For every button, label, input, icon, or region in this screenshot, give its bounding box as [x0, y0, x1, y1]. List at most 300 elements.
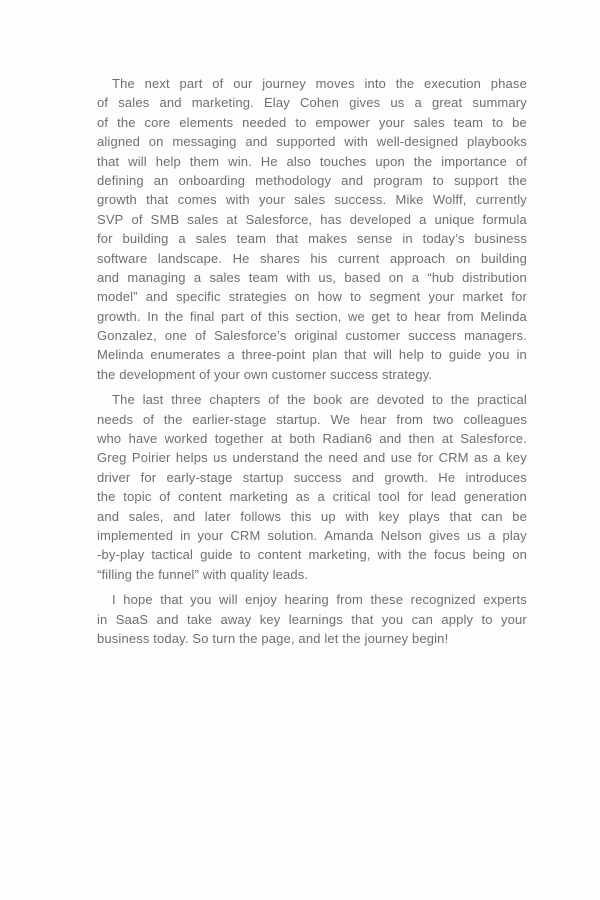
word: Radian6 — [322, 431, 372, 447]
word: that — [160, 592, 183, 608]
word: SMB — [150, 211, 180, 227]
word: enumerates — [150, 347, 221, 363]
word: three-point — [241, 347, 306, 363]
word: team — [248, 269, 279, 285]
word: the — [304, 450, 323, 466]
word: us — [390, 95, 405, 111]
word: next — [144, 76, 170, 91]
word: a — [414, 95, 422, 111]
word: touches — [319, 153, 367, 169]
word: three — [171, 392, 202, 408]
word: Greg — [97, 450, 127, 466]
word: have — [128, 431, 158, 447]
word: content — [178, 489, 222, 505]
word: marketing. — [191, 95, 254, 111]
word: messaging — [172, 134, 237, 150]
text-line — [97, 545, 527, 564]
word: your — [428, 289, 455, 305]
word: tool — [378, 489, 400, 505]
word: the — [163, 411, 183, 427]
word: importance — [441, 153, 507, 169]
word: for — [140, 469, 157, 485]
word: sales, — [128, 508, 164, 524]
word: team — [453, 114, 484, 130]
word: based — [344, 269, 381, 285]
word: you — [488, 347, 510, 363]
word: managers. — [464, 328, 527, 344]
word: helps — [175, 450, 208, 466]
word: with — [345, 508, 370, 524]
word: are — [349, 392, 370, 408]
word: use — [390, 450, 413, 466]
word: to — [350, 289, 362, 305]
word: of — [515, 153, 527, 169]
word: hope — [123, 592, 153, 608]
word: that — [97, 153, 120, 169]
word: be — [512, 114, 527, 130]
word: guide — [448, 347, 482, 363]
word: success — [408, 328, 457, 344]
word: developed — [349, 211, 412, 227]
word: this — [290, 508, 312, 524]
word: the — [508, 172, 527, 188]
word: both — [289, 431, 316, 447]
word: an — [153, 172, 169, 188]
word: the — [395, 76, 415, 91]
word: from — [336, 592, 364, 608]
word: strategies — [228, 289, 287, 305]
word: in — [516, 347, 527, 363]
word: plan — [312, 347, 338, 363]
word: hear — [414, 308, 441, 324]
word: tactical — [151, 547, 194, 563]
word: the — [97, 489, 116, 505]
word: core — [144, 114, 171, 130]
word: and — [173, 508, 196, 524]
word: with — [344, 134, 368, 150]
word: this — [268, 308, 289, 324]
word: Cohen — [299, 95, 340, 111]
word: that — [275, 231, 299, 247]
word: defining — [97, 172, 144, 188]
word: help — [155, 153, 181, 169]
word: I — [112, 592, 116, 608]
word: worked — [164, 431, 208, 447]
text-line — [97, 132, 527, 151]
word: He — [438, 469, 456, 485]
word: Elay — [263, 95, 290, 111]
word: SaaS — [115, 611, 149, 627]
word: us — [467, 527, 482, 543]
word: support — [453, 172, 499, 188]
text-line — [97, 507, 527, 526]
word: early-stage — [166, 469, 233, 485]
word: will — [219, 592, 238, 608]
word: guide — [200, 547, 233, 563]
word: part — [179, 76, 203, 91]
word: to — [492, 114, 504, 130]
word: and — [97, 269, 120, 285]
word: journey — [262, 76, 306, 91]
word: Gonzalez, — [97, 328, 157, 344]
word: also — [286, 153, 311, 169]
text-line: “filling the funnel” with quality leads. — [97, 566, 309, 582]
text-line — [97, 390, 527, 409]
word: will — [373, 347, 393, 363]
word: -by-play — [97, 547, 145, 563]
word: makes — [308, 231, 348, 247]
word: solution. — [267, 527, 318, 543]
word: in — [180, 527, 191, 543]
text-line — [97, 113, 527, 132]
word: recognized — [410, 592, 476, 608]
word: to — [431, 392, 444, 408]
word: onboarding — [178, 172, 246, 188]
word: colleagues — [463, 411, 527, 427]
text-column — [97, 74, 527, 654]
word: sales — [187, 211, 219, 227]
word: a — [227, 347, 235, 363]
word: key — [506, 450, 527, 466]
paragraph — [97, 390, 527, 584]
word: you — [190, 592, 212, 608]
word: and — [145, 289, 168, 305]
word: market — [462, 289, 504, 305]
word: us — [213, 450, 228, 466]
word: plays — [408, 508, 440, 524]
word: software — [97, 250, 148, 266]
text-line — [97, 268, 527, 287]
word: lead — [431, 489, 457, 505]
word: that — [351, 611, 374, 627]
word: to — [481, 611, 493, 627]
word: great — [431, 95, 463, 111]
word: building — [122, 231, 169, 247]
word: the — [117, 114, 136, 130]
word: key — [378, 508, 400, 524]
word: SVP — [97, 211, 124, 227]
text-line — [97, 345, 527, 364]
word: a — [488, 527, 496, 543]
word: book — [313, 392, 343, 408]
word: gives — [349, 95, 381, 111]
word: critical — [332, 489, 371, 505]
word: being — [472, 547, 506, 563]
word: how — [317, 289, 342, 305]
word: a — [493, 450, 501, 466]
word: and — [363, 450, 386, 466]
word: content — [257, 547, 302, 563]
word: Mike — [395, 192, 424, 208]
text-line: the development of your own customer success strategy. — [97, 366, 433, 382]
word: elements — [179, 114, 234, 130]
word: to — [430, 347, 443, 363]
word: need — [328, 450, 358, 466]
word: “hub — [427, 269, 454, 285]
word: then — [408, 431, 435, 447]
word: the — [450, 392, 470, 408]
word: driver — [97, 469, 131, 485]
word: the — [164, 308, 184, 324]
word: play — [502, 527, 527, 543]
word: that — [449, 508, 472, 524]
word: the — [408, 547, 427, 563]
word: learnings — [288, 611, 343, 627]
word: on — [148, 134, 164, 150]
word: at — [226, 211, 238, 227]
word: and — [97, 508, 120, 524]
text-line — [97, 229, 527, 248]
text-line — [97, 190, 527, 209]
word: Melinda — [97, 347, 144, 363]
word: later — [204, 508, 231, 524]
word: your — [500, 611, 527, 627]
word: the — [287, 392, 306, 408]
word: and — [341, 172, 364, 188]
word: a — [411, 269, 420, 285]
text-line — [97, 210, 527, 229]
word: Salesforce. — [460, 431, 527, 447]
word: today’s — [422, 231, 465, 247]
word: will — [128, 153, 147, 169]
word: one — [164, 328, 187, 344]
word: on — [512, 547, 527, 563]
word: who — [97, 431, 122, 447]
word: of — [268, 392, 280, 408]
word: of — [250, 308, 262, 324]
word: execution — [424, 76, 482, 91]
word: from — [447, 308, 474, 324]
word: help — [398, 347, 425, 363]
word: can — [411, 611, 433, 627]
word: upon — [375, 153, 405, 169]
word: of — [212, 76, 224, 91]
word: has — [320, 211, 342, 227]
word: sales — [195, 231, 227, 247]
word: sales — [413, 114, 445, 130]
text-line — [97, 590, 527, 609]
word: final — [189, 308, 215, 324]
word: that — [344, 347, 367, 363]
word: into — [364, 76, 386, 91]
word: get — [371, 308, 390, 324]
word: apply — [441, 611, 474, 627]
word: the — [413, 153, 433, 169]
word: to — [432, 172, 444, 188]
word: model” — [97, 289, 138, 305]
word: of — [159, 489, 171, 505]
word: part — [220, 308, 244, 324]
word: Amanda — [324, 527, 374, 543]
word: together — [214, 431, 264, 447]
word: playbooks — [467, 134, 527, 150]
word: of — [97, 95, 109, 111]
word: as — [474, 450, 489, 466]
word: introduces — [465, 469, 527, 485]
word: sense — [357, 231, 393, 247]
text-line — [97, 307, 527, 326]
word: We — [330, 411, 351, 427]
word: a — [419, 211, 427, 227]
word: in — [402, 231, 413, 247]
word: sales — [118, 95, 150, 111]
word: needs — [97, 411, 134, 427]
word: marketing, — [308, 547, 371, 563]
word: experts — [483, 592, 527, 608]
word: CRM — [230, 527, 261, 543]
word: needed — [242, 114, 287, 130]
word: and — [159, 95, 182, 111]
word: He — [232, 250, 250, 266]
word: currently — [475, 192, 527, 208]
word: team — [236, 231, 267, 247]
text-line — [97, 410, 527, 429]
text-line — [97, 152, 527, 171]
word: that — [146, 192, 169, 208]
word: phase — [490, 76, 527, 91]
word: with — [286, 269, 311, 285]
word: customer — [345, 328, 401, 344]
word: business — [474, 231, 527, 247]
word: at — [270, 431, 283, 447]
text-line — [97, 171, 527, 190]
word: for — [511, 289, 527, 305]
word: growth. — [384, 469, 429, 485]
paragraph — [97, 590, 527, 648]
word: to — [295, 114, 307, 130]
word: aligned — [97, 134, 140, 150]
word: program — [373, 172, 423, 188]
word: focus — [433, 547, 466, 563]
word: understand — [232, 450, 300, 466]
word: The — [112, 392, 135, 408]
word: shares — [260, 250, 300, 266]
word: practical — [477, 392, 527, 408]
word: earlier-stage — [192, 411, 267, 427]
word: building — [480, 250, 527, 266]
word: to — [239, 547, 251, 563]
word: landscape. — [157, 250, 223, 266]
word: we — [348, 308, 365, 324]
word: sales — [209, 269, 241, 285]
word: He — [260, 153, 278, 169]
word: comes — [177, 192, 217, 208]
text-line — [97, 468, 527, 487]
word: generation — [463, 489, 527, 505]
word: success. — [334, 192, 387, 208]
word: section, — [295, 308, 342, 324]
word: be — [512, 508, 527, 524]
word: on — [455, 250, 471, 266]
text-line — [97, 610, 527, 629]
word: startup — [242, 469, 284, 485]
word: specific — [176, 289, 221, 305]
word: sales — [294, 192, 326, 208]
word: his — [310, 250, 328, 266]
text-line — [97, 526, 527, 545]
word: from — [396, 411, 424, 427]
word: two — [432, 411, 454, 427]
word: for — [407, 489, 424, 505]
word: and — [156, 611, 179, 627]
word: and — [245, 134, 268, 150]
word: a — [178, 231, 186, 247]
word: growth. — [97, 308, 141, 324]
word: empower — [315, 114, 370, 130]
text-line: business today. So turn the page, and let the journey begin! — [97, 630, 449, 646]
word: us, — [318, 269, 337, 285]
word: formula — [482, 211, 527, 227]
word: growth — [97, 192, 137, 208]
word: up — [321, 508, 336, 524]
word: your — [197, 527, 224, 543]
word: these — [370, 592, 404, 608]
word: unique — [434, 211, 475, 227]
word: moves — [315, 76, 355, 91]
word: follows — [240, 508, 282, 524]
word: our — [233, 76, 253, 91]
text-line — [97, 287, 527, 306]
word: Nelson — [380, 527, 422, 543]
word: In — [147, 308, 159, 324]
text-line — [97, 74, 527, 93]
word: for — [97, 231, 113, 247]
word: of — [131, 211, 143, 227]
word: hear — [360, 411, 387, 427]
word: with — [377, 547, 402, 563]
word: your — [258, 192, 285, 208]
text-line — [97, 326, 527, 345]
word: a — [317, 489, 325, 505]
text-line — [97, 93, 527, 112]
word: with — [226, 192, 250, 208]
word: CRM — [438, 450, 469, 466]
word: a — [193, 269, 202, 285]
word: can — [481, 508, 503, 524]
word: Salesforce, — [245, 211, 313, 227]
word: last — [142, 392, 164, 408]
word: in — [97, 611, 108, 627]
word: Poirier — [131, 450, 171, 466]
word: of — [97, 114, 109, 130]
word: methodology — [255, 172, 332, 188]
text-line — [97, 448, 527, 467]
text-line — [97, 249, 527, 268]
word: to — [396, 308, 408, 324]
word: them — [189, 153, 220, 169]
word: Salesforce’s — [214, 328, 287, 344]
word: you — [381, 611, 404, 627]
word: Melinda — [480, 308, 527, 324]
word: gives — [428, 527, 461, 543]
word: managing — [127, 269, 186, 285]
word: distribution — [462, 269, 527, 285]
word: supported — [276, 134, 336, 150]
word: approach — [389, 250, 446, 266]
word: and — [352, 469, 375, 485]
word: on — [388, 269, 404, 285]
word: startup. — [276, 411, 321, 427]
word: your — [378, 114, 405, 130]
word: enjoy — [245, 592, 277, 608]
word: away — [220, 611, 252, 627]
word: of — [194, 328, 207, 344]
word: as — [295, 489, 310, 505]
word: summary — [472, 95, 527, 111]
word: The — [112, 76, 135, 91]
word: implemented — [97, 527, 174, 543]
text-line — [97, 487, 527, 506]
